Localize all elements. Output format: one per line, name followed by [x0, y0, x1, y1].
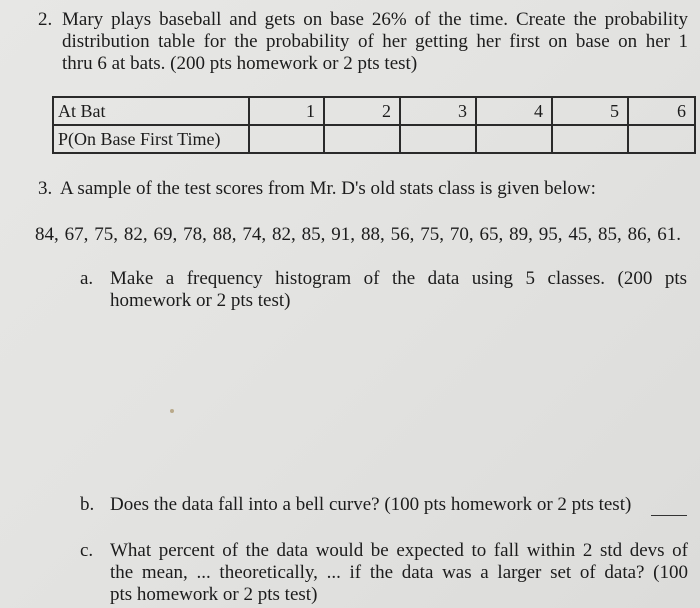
at-bat-4: 4 [476, 97, 552, 125]
part-c-line-2: the mean, ... theoretically, ... if the data was a larger set of data? (100 [110, 562, 688, 583]
probability-cell-3[interactable] [400, 125, 476, 153]
probability-cell-2[interactable] [324, 125, 400, 153]
test-scores-list: 84, 67, 75, 82, 69, 78, 88, 74, 82, 85, 91, 88, 56, 75, 70, 65, 89, 95, 45, 85, 86, 61. [35, 224, 681, 245]
part-c-label: c. [80, 540, 94, 561]
part-b-text: Does the data fall into a bell curve? (100 pts homework or 2 pts test) [110, 494, 632, 515]
part-b-label: b. [80, 494, 95, 515]
question-3-number: 3. [38, 178, 53, 199]
probability-cell-6[interactable] [628, 125, 695, 153]
question-3-intro: A sample of the test scores from Mr. D's old stats class is given below: [60, 178, 596, 199]
at-bat-3: 3 [400, 97, 476, 125]
question-2-line-1: Mary plays baseball and gets on base 26% of the time. Create the probability [62, 9, 688, 30]
part-c-line-3: pts homework or 2 pts test) [110, 584, 318, 605]
part-c-line-1: What percent of the data would be expected to fall within 2 std devs of [110, 540, 688, 561]
part-a-line-1: Make a frequency histogram of the data using 5 classes. (200 pts [110, 268, 687, 289]
table-row-probability [53, 125, 695, 153]
paper-speck [170, 409, 174, 413]
probability-cell-4[interactable] [476, 125, 552, 153]
question-2-line-2: distribution table for the probability of her getting her first on base on her 1 [62, 31, 688, 52]
at-bat-5: 5 [552, 97, 628, 125]
part-a-line-2: homework or 2 pts test) [110, 290, 291, 311]
question-2-line-3: thru 6 at bats. (200 pts homework or 2 pts test) [62, 53, 418, 74]
table-row-at-bat [53, 97, 695, 125]
probability-distribution-table [52, 96, 696, 154]
part-a-label: a. [80, 268, 94, 289]
probability-cell-1[interactable] [249, 125, 324, 153]
at-bat-2: 2 [324, 97, 400, 125]
probability-cell-5[interactable] [552, 125, 628, 153]
part-b-answer-line[interactable] [651, 515, 687, 516]
question-2-number: 2. [38, 9, 53, 30]
at-bat-6: 6 [628, 97, 695, 125]
probability-header: P(On Base First Time) [53, 125, 249, 153]
at-bat-1: 1 [249, 97, 324, 125]
at-bat-header: At Bat [53, 97, 249, 125]
